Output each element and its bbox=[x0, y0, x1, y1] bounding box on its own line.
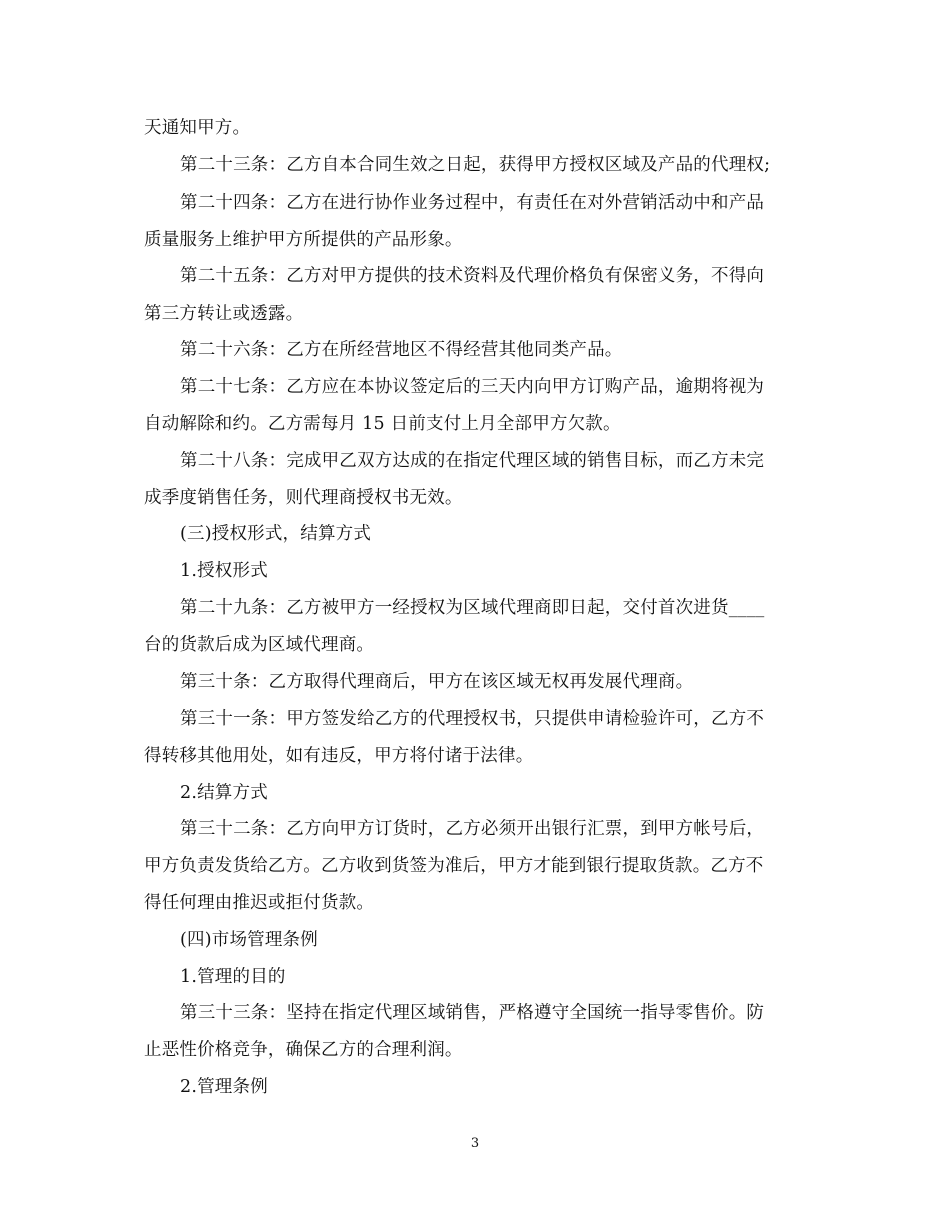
article-29: 第二十九条：乙方被甲方一经授权为区域代理商即日起，交付首次进货____ bbox=[180, 598, 765, 618]
text-line: 天通知甲方。 bbox=[144, 118, 251, 138]
article-26: 第二十六条：乙方在所经营地区不得经营其他同类产品。 bbox=[180, 340, 623, 360]
article-23: 第二十三条：乙方自本合同生效之日起，获得甲方授权区域及产品的代理权; bbox=[180, 155, 771, 175]
article-28: 第二十八条：完成甲乙双方达成的在指定代理区域的销售目标，而乙方未完 bbox=[180, 451, 765, 471]
text-line: 台的货款后成为区域代理商。 bbox=[144, 635, 375, 655]
article-33: 第三十三条：坚持在指定代理区域销售，严格遵守全国统一指导零售价。防 bbox=[180, 1003, 765, 1023]
section-heading: (三)授权形式，结算方式 bbox=[180, 524, 372, 544]
article-27: 第二十七条：乙方应在本协议签定后的三天内向甲方订购产品，逾期将视为 bbox=[180, 377, 765, 397]
section-heading: (四)市场管理条例 bbox=[180, 930, 318, 950]
article-25: 第二十五条：乙方对甲方提供的技术资料及代理价格负有保密义务，不得向 bbox=[180, 266, 765, 286]
page-number: 3 bbox=[470, 1136, 480, 1151]
subsection-heading: 1.管理的目的 bbox=[180, 967, 286, 987]
subsection-heading: 1.授权形式 bbox=[180, 561, 268, 581]
subsection-heading: 2.管理条例 bbox=[180, 1077, 268, 1097]
text-line: 质量服务上维护甲方所提供的产品形象。 bbox=[144, 230, 463, 250]
text-line: 止恶性价格竞争，确保乙方的合理利润。 bbox=[144, 1040, 463, 1060]
subsection-heading: 2.结算方式 bbox=[180, 783, 268, 803]
text-line: 自动解除和约。乙方需每月 15 日前支付上月全部甲方欠款。 bbox=[144, 414, 621, 434]
article-31: 第三十一条：甲方签发给乙方的代理授权书，只提供申请检验许可，乙方不 bbox=[180, 709, 765, 729]
text-line: 得任何理由推迟或拒付货款。 bbox=[144, 893, 375, 913]
article-30: 第三十条：乙方取得代理商后，甲方在该区域无权再发展代理商。 bbox=[180, 672, 694, 692]
text-line: 甲方负责发货给乙方。乙方收到货签为准后，甲方才能到银行提取货款。乙方不 bbox=[144, 856, 764, 876]
article-24: 第二十四条：乙方在进行协作业务过程中，有责任在对外营销活动中和产品 bbox=[180, 193, 765, 213]
text-line: 成季度销售任务，则代理商授权书无效。 bbox=[144, 488, 463, 508]
text-line: 得转移其他用处，如有违反，甲方将付诸于法律。 bbox=[144, 746, 534, 766]
text-line: 第三方转让或透露。 bbox=[144, 304, 304, 324]
article-32: 第三十二条：乙方向甲方订货时，乙方必须开出银行汇票，到甲方帐号后， bbox=[180, 819, 765, 839]
